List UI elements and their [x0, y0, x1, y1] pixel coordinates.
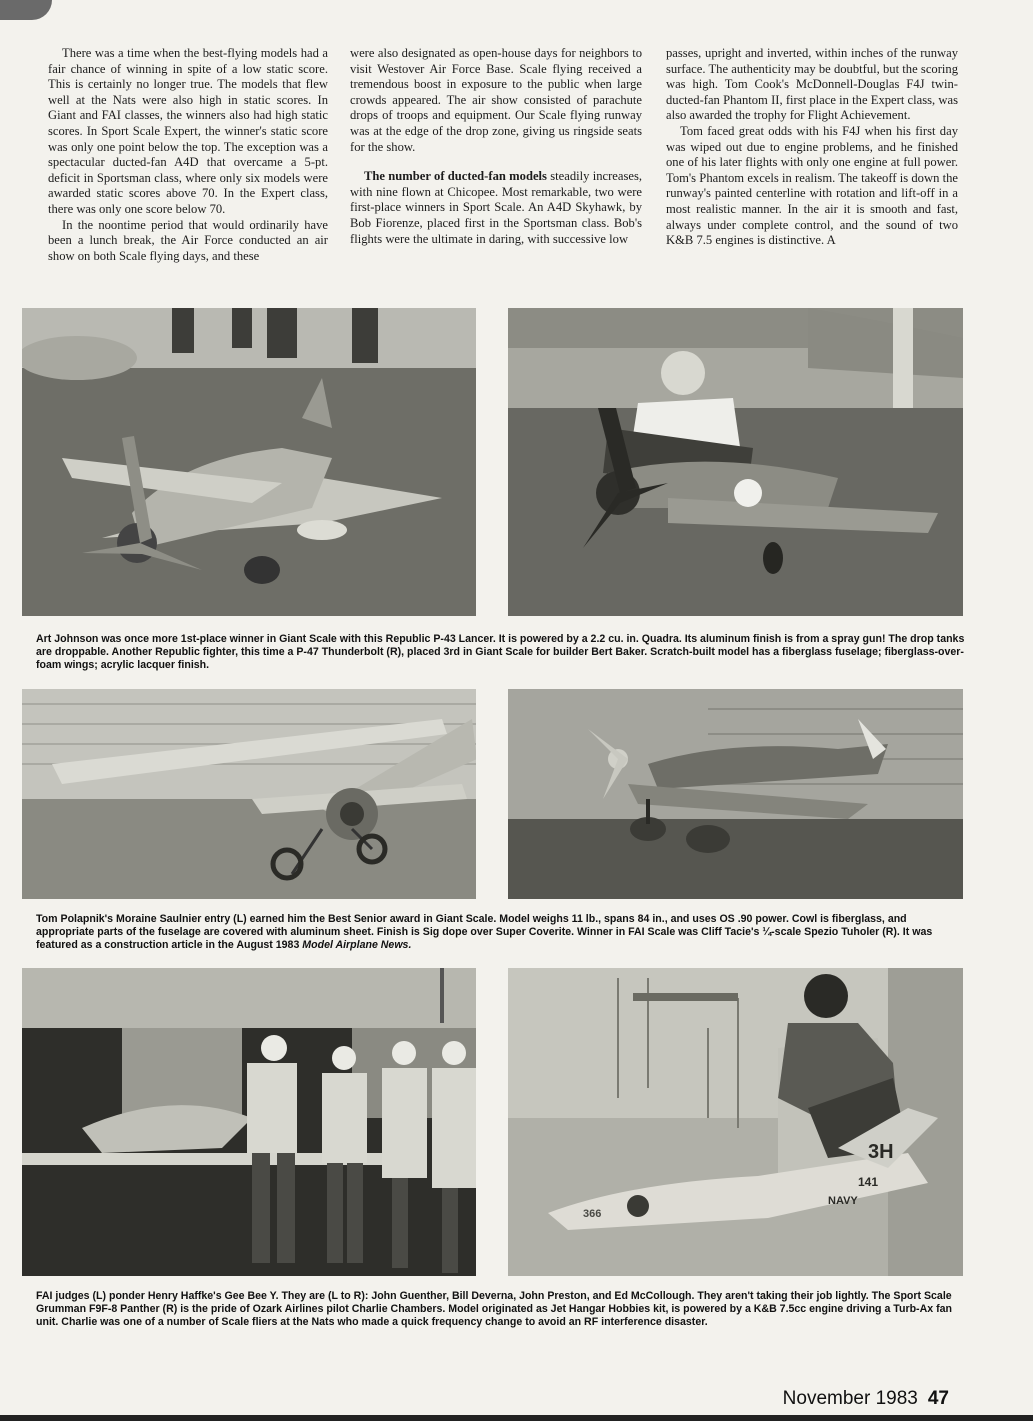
caption-row-2 [36, 913, 966, 952]
col3-paragraph-2: Tom faced great odds with his F4J when his first day was wiped out due to engine problems, and he finished one of his later flights with only one engine at full power. Tom's Phantom excels in realism. The takeoff is down the runway's painted centerline with rotation and lift-off in a most realistic manner. In the air it is smooth and fast, always under complete control, and the sound of two K&B 7.5 engines is distinctive. A [666, 123, 958, 248]
col1-paragraph-2: In the noontime period that would ordinarily have been a lunch break, the Air Force conducted an air show on both Scale flying days, and these [48, 217, 328, 263]
panther-nose-number: 366 [583, 1208, 602, 1220]
photo-p43-lancer [22, 308, 476, 616]
article-column-3 [666, 46, 958, 249]
issue-date: November 1983 [782, 1388, 918, 1409]
p47-thunderbolt-illustration [508, 308, 963, 616]
spezio-tuholer-illustration [508, 689, 963, 899]
p43-lancer-illustration [22, 308, 476, 616]
caption-magazine-title: Model Airplane News. [302, 939, 412, 951]
page-corner-mark [0, 0, 52, 20]
caption-row-1: Art Johnson was once more 1st-place winner in Giant Scale with this Republic P-43 Lancer. It is powered by a 2.2 cu. in. Quadra. Its aluminum finish is from a spray gun! The drop tanks are droppable. Another Republic fighter, this time a P-47 Thunderbolt (R), placed 3rd in Giant Scale for builder Bert Baker. Scratch-built model has a fiberglass fuselage; fiberglass-over-foam wings; acrylic lacquer finish. [36, 633, 965, 671]
col2-lead-in: The number of ducted-fan models [364, 169, 547, 184]
morane-saulnier-illustration [22, 689, 476, 899]
caption-row-2-text: Tom Polapnik's Moraine Saulnier entry (L) earned him the Best Senior award in Giant Scale. Model weighs 11 lb., spans 84 in., and uses OS .90 power. Cowl is fiberglass, and appropriate parts of the fuselage are covered with aluminum sheet. Finish is Sig dope over Super Coverite. Winner in FAI Scale was Cliff Tacie's ¼-scale Spezio Tuholer (R). It was featured as a construction article in the August 1983 [36, 913, 933, 951]
panther-tail-code: 3H [868, 1141, 894, 1163]
page-number: 47 [927, 1388, 949, 1409]
panther-serial: 141 [858, 1175, 879, 1189]
f9f-panther-illustration [508, 968, 963, 1276]
article-column-2 [350, 46, 642, 247]
caption-row-3: FAI judges (L) ponder Henry Haffke's Gee Bee Y. They are (L to R): John Guenther, Bill Deverna, John Preston, and Ed McCollough. They aren't taking their job lightly. The Sport Scale Grumman F9F-8 Panther (R) is the pride of Ozark Airlines pilot Charlie Chambers. Model originated as Jet Hangar Hobbies kit, is powered by a K&B 7.5cc engine driving a Turb-Ax fan unit. Charlie was one of a number of Scale fliers at the Nats who made a quick frequency change to avoid an RF interference disaster. [36, 1290, 952, 1328]
col2-paragraph-2 [350, 169, 642, 247]
article-column-1 [48, 46, 328, 264]
page-footer [783, 1388, 949, 1410]
photo-f9f-panther [508, 968, 963, 1276]
photo-p47-thunderbolt [508, 308, 963, 616]
col1-paragraph-1: There was a time when the best-flying models had a fair chance of winning in spite of a low static score. This is certainly no longer true. The models that flew well at the Nats were also high in static scores. In Giant and FAI classes, the winners also had high static scores. In Sport Scale Expert, the winner's static score was only one point below the top. The exception was a spectacular ducted-fan A4D that overcame a 5-pt. deficit in Sportsman class, where only six models were awarded static scores above 70. In the Expert class, there was only one score below 70. [48, 46, 328, 216]
col3-paragraph-1: passes, upright and inverted, within inches of the runway surface. The authenticity may be doubtful, but the scoring was high. Tom Cook's McDonnell-Douglas F4J twin-ducted-fan Phantom II, first place in the Expert class, was also awarded the trophy for Flight Achievement. [666, 46, 958, 123]
panther-navy-marking: NAVY [828, 1195, 858, 1207]
photo-morane-saulnier [22, 689, 476, 899]
photo-spezio-tuholer [508, 689, 963, 899]
photo-fai-judges [22, 968, 476, 1276]
col2-paragraph-2-text: steadily increases, with nine flown at Chicopee. Most remarkable, two were first-place winners in Sport Scale. An A4D Skyhawk, by Bob Fiorenze, placed first in the Sportsman class. Bob's flights were the ultimate in daring, with successive low [350, 169, 642, 246]
col2-paragraph-1: were also designated as open-house days for neighbors to visit Westover Air Force Base. Scale flying received a tremendous boost in exposure to the public when large crowds appeared. The air show consisted of parachute drops of troops and equipment. Our Scale flying runway was at the edge of the drop zone, giving us ringside seats for the show. [350, 46, 642, 154]
fai-judges-illustration [22, 968, 476, 1276]
bottom-edge [0, 1415, 1033, 1421]
